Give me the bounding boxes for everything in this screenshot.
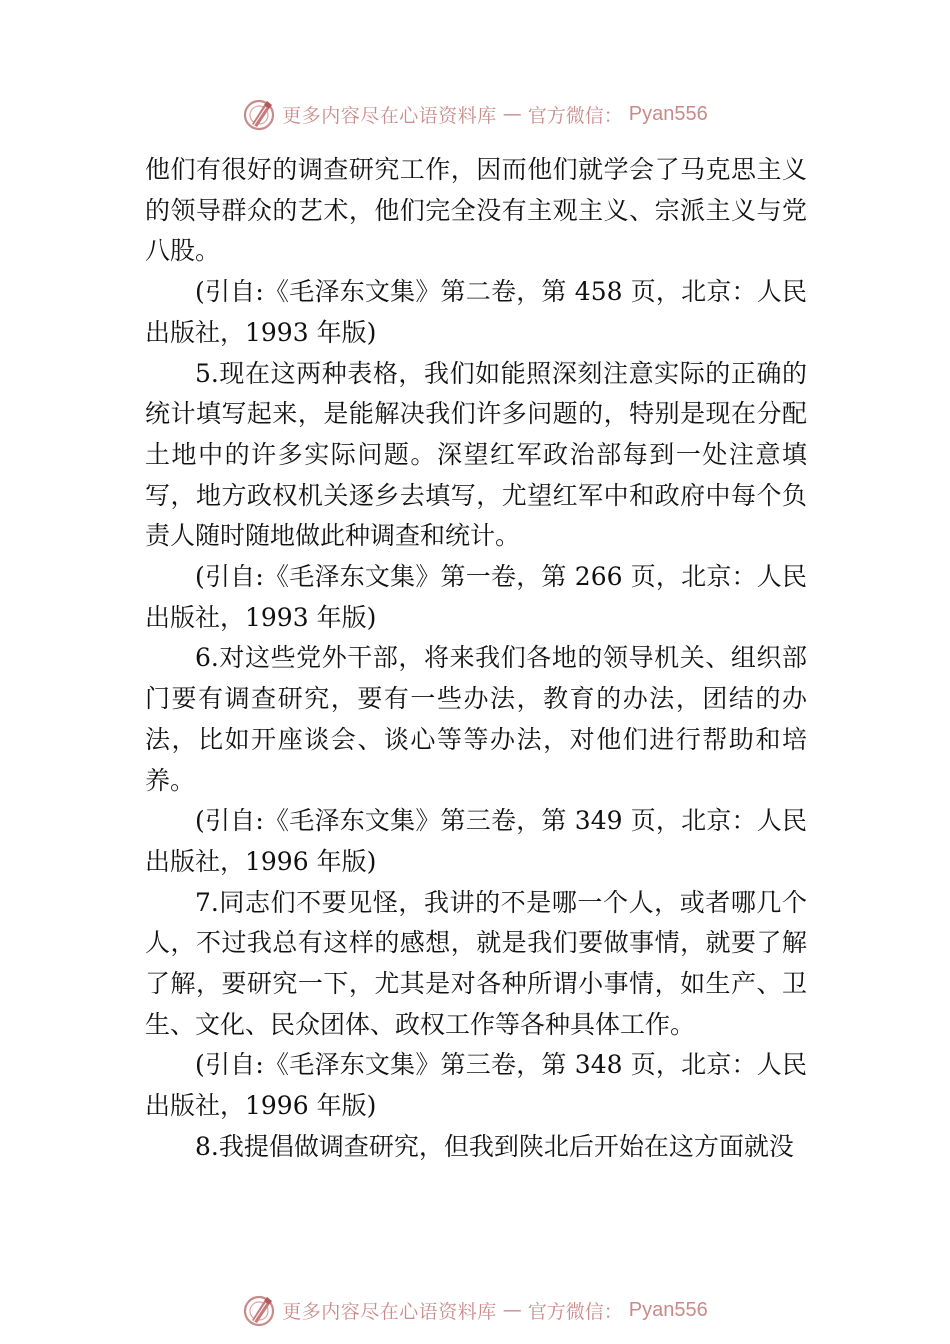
header-banner [0,94,950,134]
quote-paragraph: 7.同志们不要见怪，我讲的不是哪一个人，或者哪几个人，不过我总有这样的感想，就是我们要做事情，就要了解了解，要研究一下，尤其是对各种所谓小事情，如生产、卫生、文化、民众团体、政权工作等各种具体工作。 [145,887,807,1039]
header-wechat-id: Pyan556 [628,102,708,125]
header-wechat-label: 官方微信： [527,104,623,127]
header-site-text: 更多内容尽在心语资料库 [282,104,497,127]
header-separator: — [502,103,522,125]
quote-paragraph: 6.对这些党外干部，将来我们各地的领导机关、组织部门要有调查研究，要有一些办法，教育的办法，团结的办法，比如开座谈会、谈心等等办法，对他们进行帮助和培养。 [145,643,807,795]
footer-wechat-label: 官方微信： [527,1300,623,1323]
citation: (引自:《毛泽东文集》第三卷，第 349 页，北京：人民出版社，1996 年版) [145,806,807,876]
pen-nib-logo-icon [242,1293,276,1327]
footer-wechat-id: Pyan556 [628,1298,708,1321]
document-body [145,150,807,1168]
footer-site-text: 更多内容尽在心语资料库 [282,1300,497,1323]
pen-nib-logo-icon [242,97,276,131]
paragraph-continuation: 他们有很好的调查研究工作，因而他们就学会了马克思主义的领导群众的艺术，他们完全没有主观主义、宗派主义与党八股。 [145,155,807,266]
footer-banner [0,1290,950,1330]
citation: (引自:《毛泽东文集》第二卷，第 458 页，北京：人民出版社，1993 年版) [145,277,807,347]
citation: (引自:《毛泽东文集》第一卷，第 266 页，北京：人民出版社，1993 年版) [145,562,807,632]
citation: (引自:《毛泽东文集》第三卷，第 348 页，北京：人民出版社，1996 年版) [145,1050,807,1121]
quote-paragraph: 5.现在这两种表格，我们如能照深刻注意实际的正确的统计填写起来，是能解决我们许多问题的，特别是现在分配土地中的许多实际问题。深望红军政治部每到一处注意填写，地方政权机关逐乡去填写，尤望红军中和政府中每个负责人随时随地做此种调查和统计。 [145,358,807,551]
quote-paragraph: 8.我提倡做调查研究，但我到陕北后开始在这方面就没 [195,1131,794,1161]
footer-separator: — [502,1299,522,1321]
